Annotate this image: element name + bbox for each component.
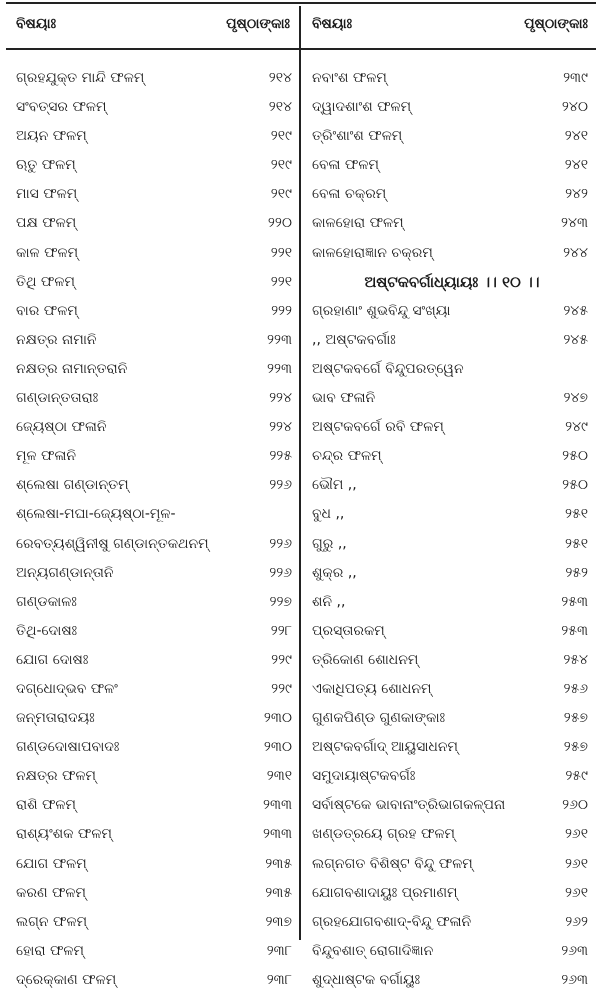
entry-page-number: ୨୫୦: [562, 477, 588, 494]
index-entry: [312, 704, 592, 733]
index-entry: [16, 820, 294, 849]
index-entry: [16, 850, 294, 879]
index-entry: [16, 180, 294, 209]
entry-page-number: ୨୧୪: [268, 99, 292, 116]
entry-page-number: ୨୨୫: [269, 448, 292, 465]
entry-topic: ଭାବ ଫଳାନି: [312, 390, 376, 407]
entry-page-number: ୨୫୨: [565, 564, 588, 581]
entry-page-number: ୨୬୧: [564, 855, 588, 872]
index-entry: [16, 355, 294, 384]
entry-page-number: ୨୫୩: [561, 593, 588, 610]
index-entry: [312, 180, 592, 209]
entry-topic: ,, ଅଷ୍ଟକବର୍ଗାଃ: [312, 331, 396, 348]
column-divider: [299, 6, 301, 940]
index-entry: [16, 384, 294, 413]
entry-page-number: ୨୫୧: [564, 535, 588, 552]
entry-page-number: ୨୧୯: [270, 128, 292, 145]
entry-topic: ନକ୍ଷତ୍ର ଫଳମ୍: [16, 768, 97, 785]
index-entry: [312, 355, 592, 384]
entry-page-number: ୨୩୫: [265, 884, 292, 901]
entry-page-number: ୨୩୭: [265, 913, 292, 930]
entry-topic: କାଳ ଫଳମ୍: [16, 244, 79, 261]
entry-topic: ନକ୍ଷତ୍ର ନାମାନ୍ତରାନି: [16, 360, 128, 377]
entry-page-number: ୨୨୧: [270, 273, 292, 290]
entry-topic: ଗୁରୁ ,,: [312, 535, 347, 552]
index-entry: [312, 122, 592, 151]
entry-page-number: ୨୫୯: [565, 768, 588, 785]
index-entry: [312, 617, 592, 646]
index-entry: [312, 64, 592, 93]
entry-page-number: ୨୬୩: [561, 942, 588, 959]
index-entry: [16, 151, 294, 180]
entry-topic: ଅନ୍ୟଗଣ୍ଡାନ୍ତାନି: [16, 564, 114, 581]
index-entry: [16, 500, 294, 529]
entry-topic: କାଳହୋରା ଫଳମ୍: [312, 215, 404, 232]
header-rule: [6, 48, 596, 50]
index-entry: [312, 762, 592, 791]
index-entry: [312, 791, 592, 820]
entry-topic: ମୂଳ ଫଳାନି: [16, 448, 77, 465]
index-entry: [16, 442, 294, 471]
entry-page-number: ୨୪୫: [563, 302, 588, 319]
entry-topic: ବେଳା ଫଳମ୍: [312, 157, 379, 174]
entry-page-number: ୨୨୦: [267, 215, 292, 232]
entry-topic: ଗ୍ରହଯୁକ୍ତ ମାନ୍ଦି ଫଳମ୍: [16, 70, 145, 86]
index-entry: [312, 530, 592, 559]
entry-topic: ନବାଂଶ ଫଳମ୍: [312, 70, 387, 86]
entry-topic: ଅଷ୍ଟକବର୍ଗାଦ୍ ଆୟୁସାଧନମ୍: [312, 739, 459, 756]
entry-topic: ରେବତ୍ୟଶ୍ୱିନୀଷୁ ଗଣ୍ଡାନ୍ତକଥନମ୍: [16, 535, 209, 552]
entry-page-number: ୨୧୯: [270, 186, 292, 203]
index-entry: [16, 239, 294, 268]
entry-topic: ଲଗ୍ନଗତ ବିଶିଷ୍ଟ ବିନ୍ଦୁ ଫଳମ୍: [312, 855, 473, 872]
entry-page-number: ୨୪୧: [564, 157, 588, 174]
entry-page-number: ୨୨୪: [269, 419, 292, 436]
index-entry: [16, 675, 294, 704]
entry-topic: ଯୋଗ ଫଳମ୍: [16, 855, 87, 872]
entry-page-number: ୨୬୦: [562, 797, 588, 814]
entry-topic: ପ୍ରସ୍ତାରକମ୍: [312, 622, 385, 639]
index-entry: [312, 646, 592, 675]
index-entry: [312, 820, 592, 849]
index-entry: [16, 588, 294, 617]
entry-page-number: ୨୩୩: [263, 797, 292, 814]
entry-page-number: ୨୫୪: [563, 651, 588, 668]
entry-topic: ଶୁକ୍ର ,,: [312, 564, 357, 581]
entry-topic: ଶ୍ଲେଷା ଗଣ୍ଡାନ୍ତମ୍: [16, 477, 129, 494]
right-entry-list: [312, 64, 592, 995]
index-entry: [16, 559, 294, 588]
entry-page-number: ୨୩୩: [263, 826, 292, 843]
entry-page-number: ୨୬୧: [564, 884, 588, 901]
entry-page-number: ୨୩୮: [266, 971, 292, 988]
index-entry: [312, 471, 592, 500]
entry-page-number: ୨୨୭: [269, 593, 292, 610]
entry-page-number: ୨୪୯: [565, 419, 588, 436]
index-entry: [16, 908, 294, 937]
index-entry: [16, 733, 294, 762]
entry-page-number: ୨୨୮: [270, 622, 292, 639]
entry-topic: ଦ୍ୱାଦଶାଂଶ ଫଳମ୍: [312, 99, 412, 116]
entry-page-number: ୨୪୪: [563, 244, 588, 261]
right-column-header: [312, 16, 592, 40]
index-entry: [312, 209, 592, 238]
entry-topic: ଋତୁ ଫଳମ୍: [16, 157, 76, 174]
entry-page-number: ୨୩୦: [263, 710, 292, 727]
index-entry: [16, 326, 294, 355]
entry-topic: ଅୟନ ଫଳମ୍: [16, 128, 87, 145]
entry-topic: ଜ୍ୟେଷ୍ଠା ଫଳାନି: [16, 419, 107, 436]
entry-page-number: ୨୬୩: [561, 971, 588, 988]
entry-topic: ଶ୍ଲେଷା-ମଘା-ଜ୍ୟେଷ୍ଠା-ମୂଳ-: [16, 506, 176, 523]
entry-page-number: ୨୨୬: [269, 477, 292, 494]
entry-page-number: ୨୬୨: [565, 913, 588, 930]
entry-topic: ତ୍ରିକୋଣ ଶୋଧନମ୍: [312, 651, 419, 668]
entry-page-number: ୨୨୯: [271, 680, 292, 697]
entry-topic: ଶୁଦ୍ଧାଷ୍ଟକ ବର୍ଗାୟୁଃ: [312, 971, 421, 988]
index-entry: [312, 675, 592, 704]
index-entry: [312, 966, 592, 995]
entry-page-number: ୨୨୨: [271, 302, 292, 319]
index-entry: [312, 908, 592, 937]
index-entry: [16, 93, 294, 122]
entry-topic: କାଳହୋରାଜ୍ଞାନ ଚକ୍ରମ୍: [312, 244, 433, 261]
entry-page-number: ୨୩୫: [265, 855, 292, 872]
index-entry: [16, 268, 294, 297]
index-entry: [312, 588, 592, 617]
index-entry: [16, 879, 294, 908]
entry-page-number: ୨୨୪: [269, 390, 292, 407]
index-entry: [312, 850, 592, 879]
left-column-header: [16, 16, 294, 40]
entry-topic: ଗଣ୍ଡଦୋଷାପବାଦଃ: [16, 739, 120, 756]
index-entry: [312, 500, 592, 529]
entry-page-number: ୨୩୯: [563, 70, 588, 86]
entry-topic: ଦ୍ରେକ୍କାଣ ଫଳମ୍: [16, 971, 117, 988]
index-entry: [312, 733, 592, 762]
entry-topic: ଗୁଣକପିଣ୍ଡ ଗୁଣକାଙ୍କାଃ: [312, 710, 446, 727]
entry-topic: ଗଣ୍ଡାନ୍ତତାରାଃ: [16, 390, 99, 407]
index-entry: [312, 151, 592, 180]
entry-page-number: ୨୫୧: [564, 506, 588, 523]
index-entry: [16, 704, 294, 733]
index-entry: [16, 209, 294, 238]
entry-page-number: ୨୧୪: [268, 70, 292, 86]
index-entry: [16, 617, 294, 646]
entry-page-number: ୨୩୦: [263, 739, 292, 756]
index-entry: [16, 530, 294, 559]
entry-topic: ବାର ଫଳମ୍: [16, 302, 78, 319]
index-entry: [16, 646, 294, 675]
entry-page-number: ୨୨୬: [269, 535, 292, 552]
entry-page-number: ୨୪୩: [561, 215, 588, 232]
entry-topic: ଅଷ୍ଟକବର୍ଗେ ବିନ୍ଦୁପରତ୍ୱେନ: [312, 360, 464, 377]
entry-page-number: ୨୪୨: [565, 186, 588, 203]
index-entry: [312, 879, 592, 908]
page-header: ପୃଷ୍ଠାଙ୍କାଃ: [524, 16, 588, 32]
entry-topic: ବିନ୍ଦୁବଶାତ୍ ରୋଗାଦିଜ୍ଞାନ: [312, 942, 434, 959]
entry-topic: ଗଣ୍ଡକାଳଃ: [16, 593, 77, 610]
index-entry: [16, 64, 294, 93]
index-entry: [16, 122, 294, 151]
index-entry: [16, 413, 294, 442]
index-entry: [312, 559, 592, 588]
entry-topic: ଜନ୍ମତାରାଦୟଃ: [16, 710, 95, 727]
entry-topic: ମାସ ଫଳମ୍: [16, 186, 78, 203]
entry-topic: ରାଶ୍ୟଂଶକ ଫଳମ୍: [16, 826, 112, 843]
entry-page-number: ୨୪୦: [561, 99, 588, 116]
index-entry: [16, 937, 294, 966]
entry-page-number: ୨୫୦: [562, 448, 588, 465]
entry-page-number: ୨୨୧: [270, 244, 292, 261]
entry-page-number: ୨୧୯: [270, 157, 292, 174]
entry-topic: କରଣ ଫଳମ୍: [16, 884, 87, 901]
entry-page-number: ୨୨୬: [269, 564, 292, 581]
entry-page-number: ୨୨୩: [267, 360, 292, 377]
index-entry: [16, 762, 294, 791]
index-entry: [312, 239, 592, 268]
index-entry: [16, 791, 294, 820]
index-entry: [312, 384, 592, 413]
entry-topic: ଗ୍ରହଯୋଗବଶାଦ୍-ବିନ୍ଦୁ ଫଳାନି: [312, 913, 472, 930]
entry-topic: ସଂବତ୍ସର ଫଳମ୍: [16, 99, 107, 116]
index-entry: [312, 442, 592, 471]
entry-topic: ତିଥି-ଦୋଷଃ: [16, 622, 78, 639]
entry-page-number: ୨୪୫: [563, 331, 588, 348]
index-entry: [312, 413, 592, 442]
entry-page-number: ୨୬୧: [564, 826, 588, 843]
entry-page-number: ୨୫୭: [563, 710, 588, 727]
entry-topic: ଖଣ୍ଡତ୍ରୟେ ଗ୍ରହ ଫଳମ୍: [312, 826, 456, 843]
entry-page-number: ୨୫୩: [561, 622, 588, 639]
index-entry: [312, 93, 592, 122]
entry-topic: ତ୍ରିଂଶାଂଶ ଫଳମ୍: [312, 128, 403, 145]
entry-topic: ରାଶି ଫଳମ୍: [16, 797, 77, 814]
entry-page-number: ୨୩୮: [266, 942, 292, 959]
entry-topic: ଭୌମ ,,: [312, 477, 357, 494]
entry-topic: ଦଗ୍ଧୋଦ୍ଭବ ଫଳଂ: [16, 680, 118, 697]
index-entry: [16, 966, 294, 995]
index-entry: [312, 297, 592, 326]
index-entry: [312, 937, 592, 966]
index-entry: [312, 326, 592, 355]
entry-topic: ଗ୍ରହାଣାଂ ଶୁଭବିନ୍ଦୁ ସଂଖ୍ୟା: [312, 302, 451, 319]
left-entry-list: [16, 64, 294, 995]
page-header: ପୃଷ୍ଠାଙ୍କାଃ: [226, 16, 290, 32]
entry-page-number: ୨୨୯: [271, 651, 292, 668]
entry-topic: ଅଷ୍ଟକବର୍ଗାଧ୍ୟାୟଃ ।। ୧୦ ।।: [364, 272, 540, 291]
entry-topic: ତିଥି ଫଳମ୍: [16, 273, 75, 290]
top-rule: [6, 2, 596, 4]
entry-topic: ଶନି ,,: [312, 593, 346, 610]
entry-topic: ହୋରା ଫଳମ୍: [16, 942, 84, 959]
entry-page-number: ୨୪୭: [563, 390, 588, 407]
entry-topic: ଯୋଗ ଦୋଷଃ: [16, 651, 89, 668]
entry-page-number: ୨୪୧: [564, 128, 588, 145]
entry-topic: ଯୋଗବଶାଦାୟୁଃ ପ୍ରମାଣମ୍: [312, 884, 458, 901]
entry-page-number: ୨୫୬: [563, 680, 588, 697]
topic-header: ବିଷୟାଃ: [16, 16, 57, 32]
entry-topic: ସମୁଦାୟାଷ୍ଟକବର୍ଗଃ: [312, 768, 416, 785]
section-heading: [312, 268, 592, 297]
entry-page-number: ୨୫୭: [563, 739, 588, 756]
entry-topic: ଚନ୍ଦ୍ର ଫଳମ୍: [312, 448, 382, 465]
topic-header: ବିଷୟାଃ: [312, 16, 353, 32]
entry-topic: ଅଷ୍ଟକବର୍ଗେ ରବି ଫଳମ୍: [312, 419, 444, 436]
entry-topic: ସର୍ବାଷ୍ଟକେ ଭାବାନାଂତ୍ରିଭାଗକଳ୍ପନା: [312, 797, 506, 814]
entry-page-number: ୨୩୧: [266, 768, 292, 785]
entry-topic: ପକ୍ଷ ଫଳମ୍: [16, 215, 77, 232]
entry-topic: ବେଳା ଚକ୍ରମ୍: [312, 186, 387, 203]
entry-topic: ଲଗ୍ନ ଫଳମ୍: [16, 913, 88, 930]
index-entry: [16, 471, 294, 500]
entry-topic: ବୁଧ ,,: [312, 506, 345, 523]
entry-topic: ନକ୍ଷତ୍ର ନାମାନି: [16, 331, 97, 348]
entry-page-number: ୨୨୩: [267, 331, 292, 348]
index-entry: [16, 297, 294, 326]
entry-topic: ଏକାଧିପତ୍ୟ ଶୋଧନମ୍: [312, 680, 432, 697]
